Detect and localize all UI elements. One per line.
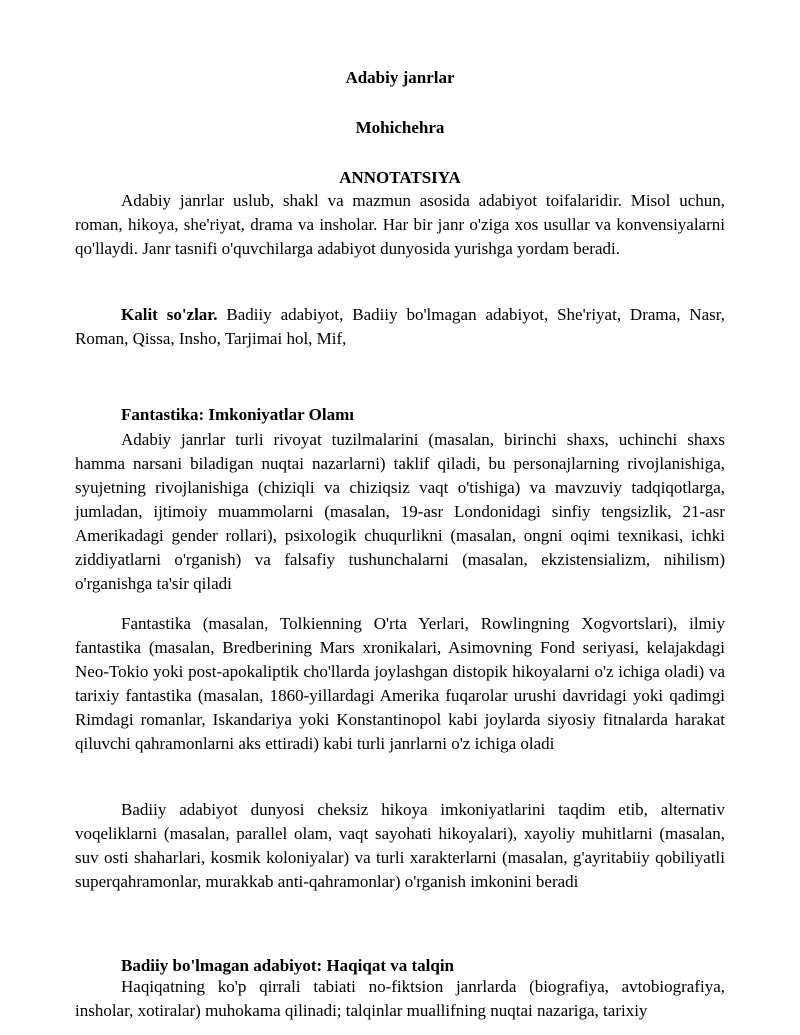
- section-heading-fiction: Fantastika: Imkoniyatlar Olamı: [121, 405, 354, 424]
- fiction-paragraph-3: Badiiy adabiyot dunyosi cheksiz hikoya imkoniyatlarini taqdim etib, alternativ voqeliklarni (masalan, parallel olam, vaqt sayohati hikoyalari), xayoliy muhitlarni (masalan, suv osti shaharlari, kosmik koloniyalar) va turli xarakterlarni (masalan, g'ayritabiiy qobiliyatli superqahramonlar, murakkab anti-qahramonlar) o'rganish imkonini beradi: [75, 800, 725, 891]
- fiction-paragraph-2: Fantastika (masalan, Tolkienning O'rta Yerlari, Rowlingning Xogvortslari), ilmiy fantastika (masalan, Bredberining Mars xronikalari, Asimovning Fond seriyasi, kelajakdagi Neo-Tokio yoki post-apokaliptik cho'llarda joylashgan distopik hikoyalarni o'z ichiga oladi) va tarixiy fantastika (masalan, 1860-yillardagi Amerika fuqarolar urushi davridagi yoki qadimgi Rimdagi romanlar, Iskandariya yoki Konstantinopol kabi joylarda siyosiy fitnalarda harakat qiluvchi qahramonlarni aks ettiradi) kabi turli janrlarni o'z ichiga oladi: [75, 614, 725, 753]
- document-title: Adabiy janrlar: [345, 68, 455, 87]
- document-author: Mohichehra: [355, 118, 445, 137]
- keywords-text: Badiiy adabiyot, Badiiy bo'lmagan adabiyot, She'riyat, Drama, Nasr, Roman, Qissa, Insho, Tarjimai hol, Mif,: [75, 305, 725, 348]
- abstract-heading: ANNOTATSIYA: [339, 168, 461, 187]
- nonfiction-paragraph-1: Haqiqatning ko'p qirrali tabiati no-fiktsion janrlarda (biografiya, avtobiografiya, insholar, xotiralar) muhokama qilinadi; talqinlar muallifning nuqtai nazariga, tarixiy: [75, 977, 725, 1020]
- abstract-paragraph: Adabiy janrlar uslub, shakl va mazmun asosida adabiyot toifalaridir. Misol uchun, roman, hikoya, she'riyat, drama va insholar. Har bir janr o'ziga xos usullar va konvensiyalarni qo'llaydi. Janr tasnifi o'quvchilarga adabiyot dunyosida yurishga yordam beradi.: [75, 191, 725, 258]
- keywords-label: Kalit so'zlar.: [121, 305, 218, 324]
- section-heading-nonfiction: Badiiy bo'lmagan adabiyot: Haqiqat va talqin: [121, 956, 454, 975]
- keywords-paragraph: [75, 303, 725, 351]
- fiction-paragraph-1: Adabiy janrlar turli rivoyat tuzilmalarini (masalan, birinchi shaxs, uchinchi shaxs hamma narsani biladigan nuqtai nazarlarni) taklif qiladi, bu personajlarning rivojlanishiga, syujetning rivojlanishiga (chiziqli va chiziqsiz vaqt o'tishiga) va mavzuviy tadqiqotlarga, jumladan, ijtimoiy muammolarni (masalan, 19-asr Londonidagi sinfiy tengsizlik, 21-asr Amerikadagi gender rollari), psixologik chuqurlikni (masalan, ongni oqimi texnikasi, ichki ziddiyatlarni o'rganish) va falsafiy tushunchalarni (masalan, ekzistensializm, nihilism) o'rganishga ta'sir qiladi: [75, 430, 725, 593]
